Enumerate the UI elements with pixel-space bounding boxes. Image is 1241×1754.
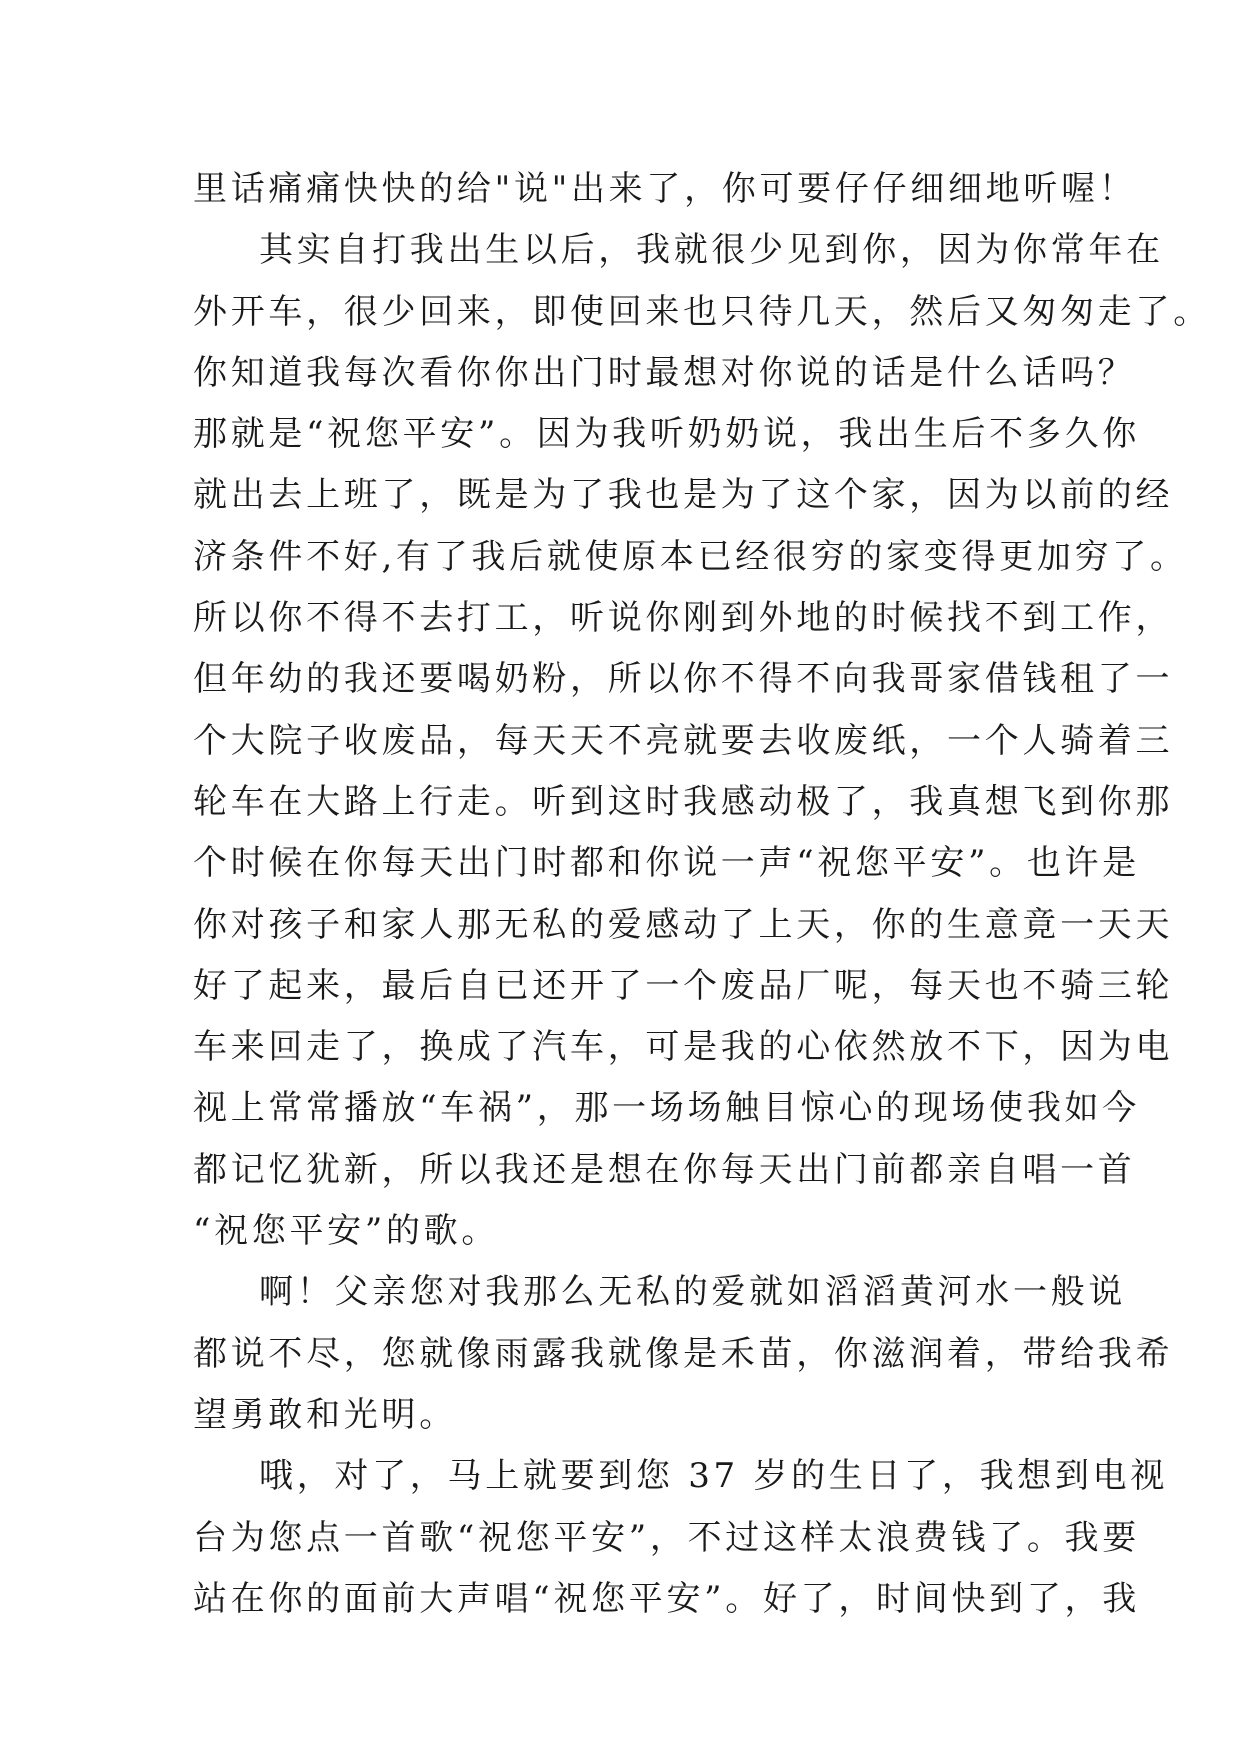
text-line: 就出去上班了，既是为了我也是为了这个家，因为以前的经 [193,475,1174,516]
text-line: “祝您平安”的歌。 [193,1211,500,1252]
text-line: 那就是“祝您平安”。因为我听奶奶说，我出生后不多久你 [193,414,1140,455]
text-line: 外开车，很少回来，即使回来也只待几天，然后又匆匆走了。 [193,291,1211,332]
text-line: 车来回走了，换成了汽车，可是我的心依然放不下，因为电 [193,1027,1174,1068]
text-line: 站在你的面前大声唱“祝您平安”。好了，时间快到了，我 [193,1578,1140,1619]
text-line: 都说不尽，您就像雨露我就像是禾苗，你滋润着，带给我希 [193,1333,1174,1374]
text-line: 里话痛痛快快的给"说"出来了，你可要仔仔细细地听喔！ [193,169,1137,209]
text-line: 轮车在大路上行走。听到这时我感动极了，我真想飞到你那 [193,781,1174,822]
text-line: 济条件不好,有了我后就使原本已经很穷的家变得更加穷了。 [193,536,1188,577]
paragraph-start-line: 啊！父亲您对我那么无私的爱就如滔滔黄河水一般说 [259,1272,1127,1313]
text-line: 望勇敢和光明。 [193,1394,457,1435]
text-line: 台为您点一首歌“祝您平安”，不过这样太浪费钱了。我要 [193,1517,1140,1558]
paragraph-start-line: 其实自打我出生以后，我就很少见到你，因为你常年在 [259,230,1164,271]
text-line: 好了起来，最后自已还开了一个废品厂呢，每天也不骑三轮 [193,965,1174,1006]
text-line: 你知道我每次看你你出门时最想对你说的话是什么话吗？ [193,352,1136,393]
text-line: 但年幼的我还要喝奶粉，所以你不得不向我哥家借钱租了一 [193,659,1174,700]
text-line: 视上常常播放“车祸”，那一场场触目惊心的现场使我如今 [193,1088,1140,1129]
text-line: 你对孩子和家人那无私的爱感动了上天，你的生意竟一天天 [193,904,1174,945]
text-line: 都记忆犹新，所以我还是想在你每天出门前都亲自唱一首 [193,1149,1136,1190]
text-line: 所以你不得不去打工，听说你刚到外地的时候找不到工作， [193,598,1174,639]
text-line: 个大院子收废品，每天天不亮就要去收废纸，一个人骑着三 [193,720,1174,761]
text-line: 个时候在你每天出门时都和你说一声“祝您平安”。也许是 [193,843,1140,884]
paragraph-start-line: 哦，对了，马上就要到您 37 岁的生日了，我想到电视 [259,1456,1169,1497]
body-text [193,159,1211,1630]
